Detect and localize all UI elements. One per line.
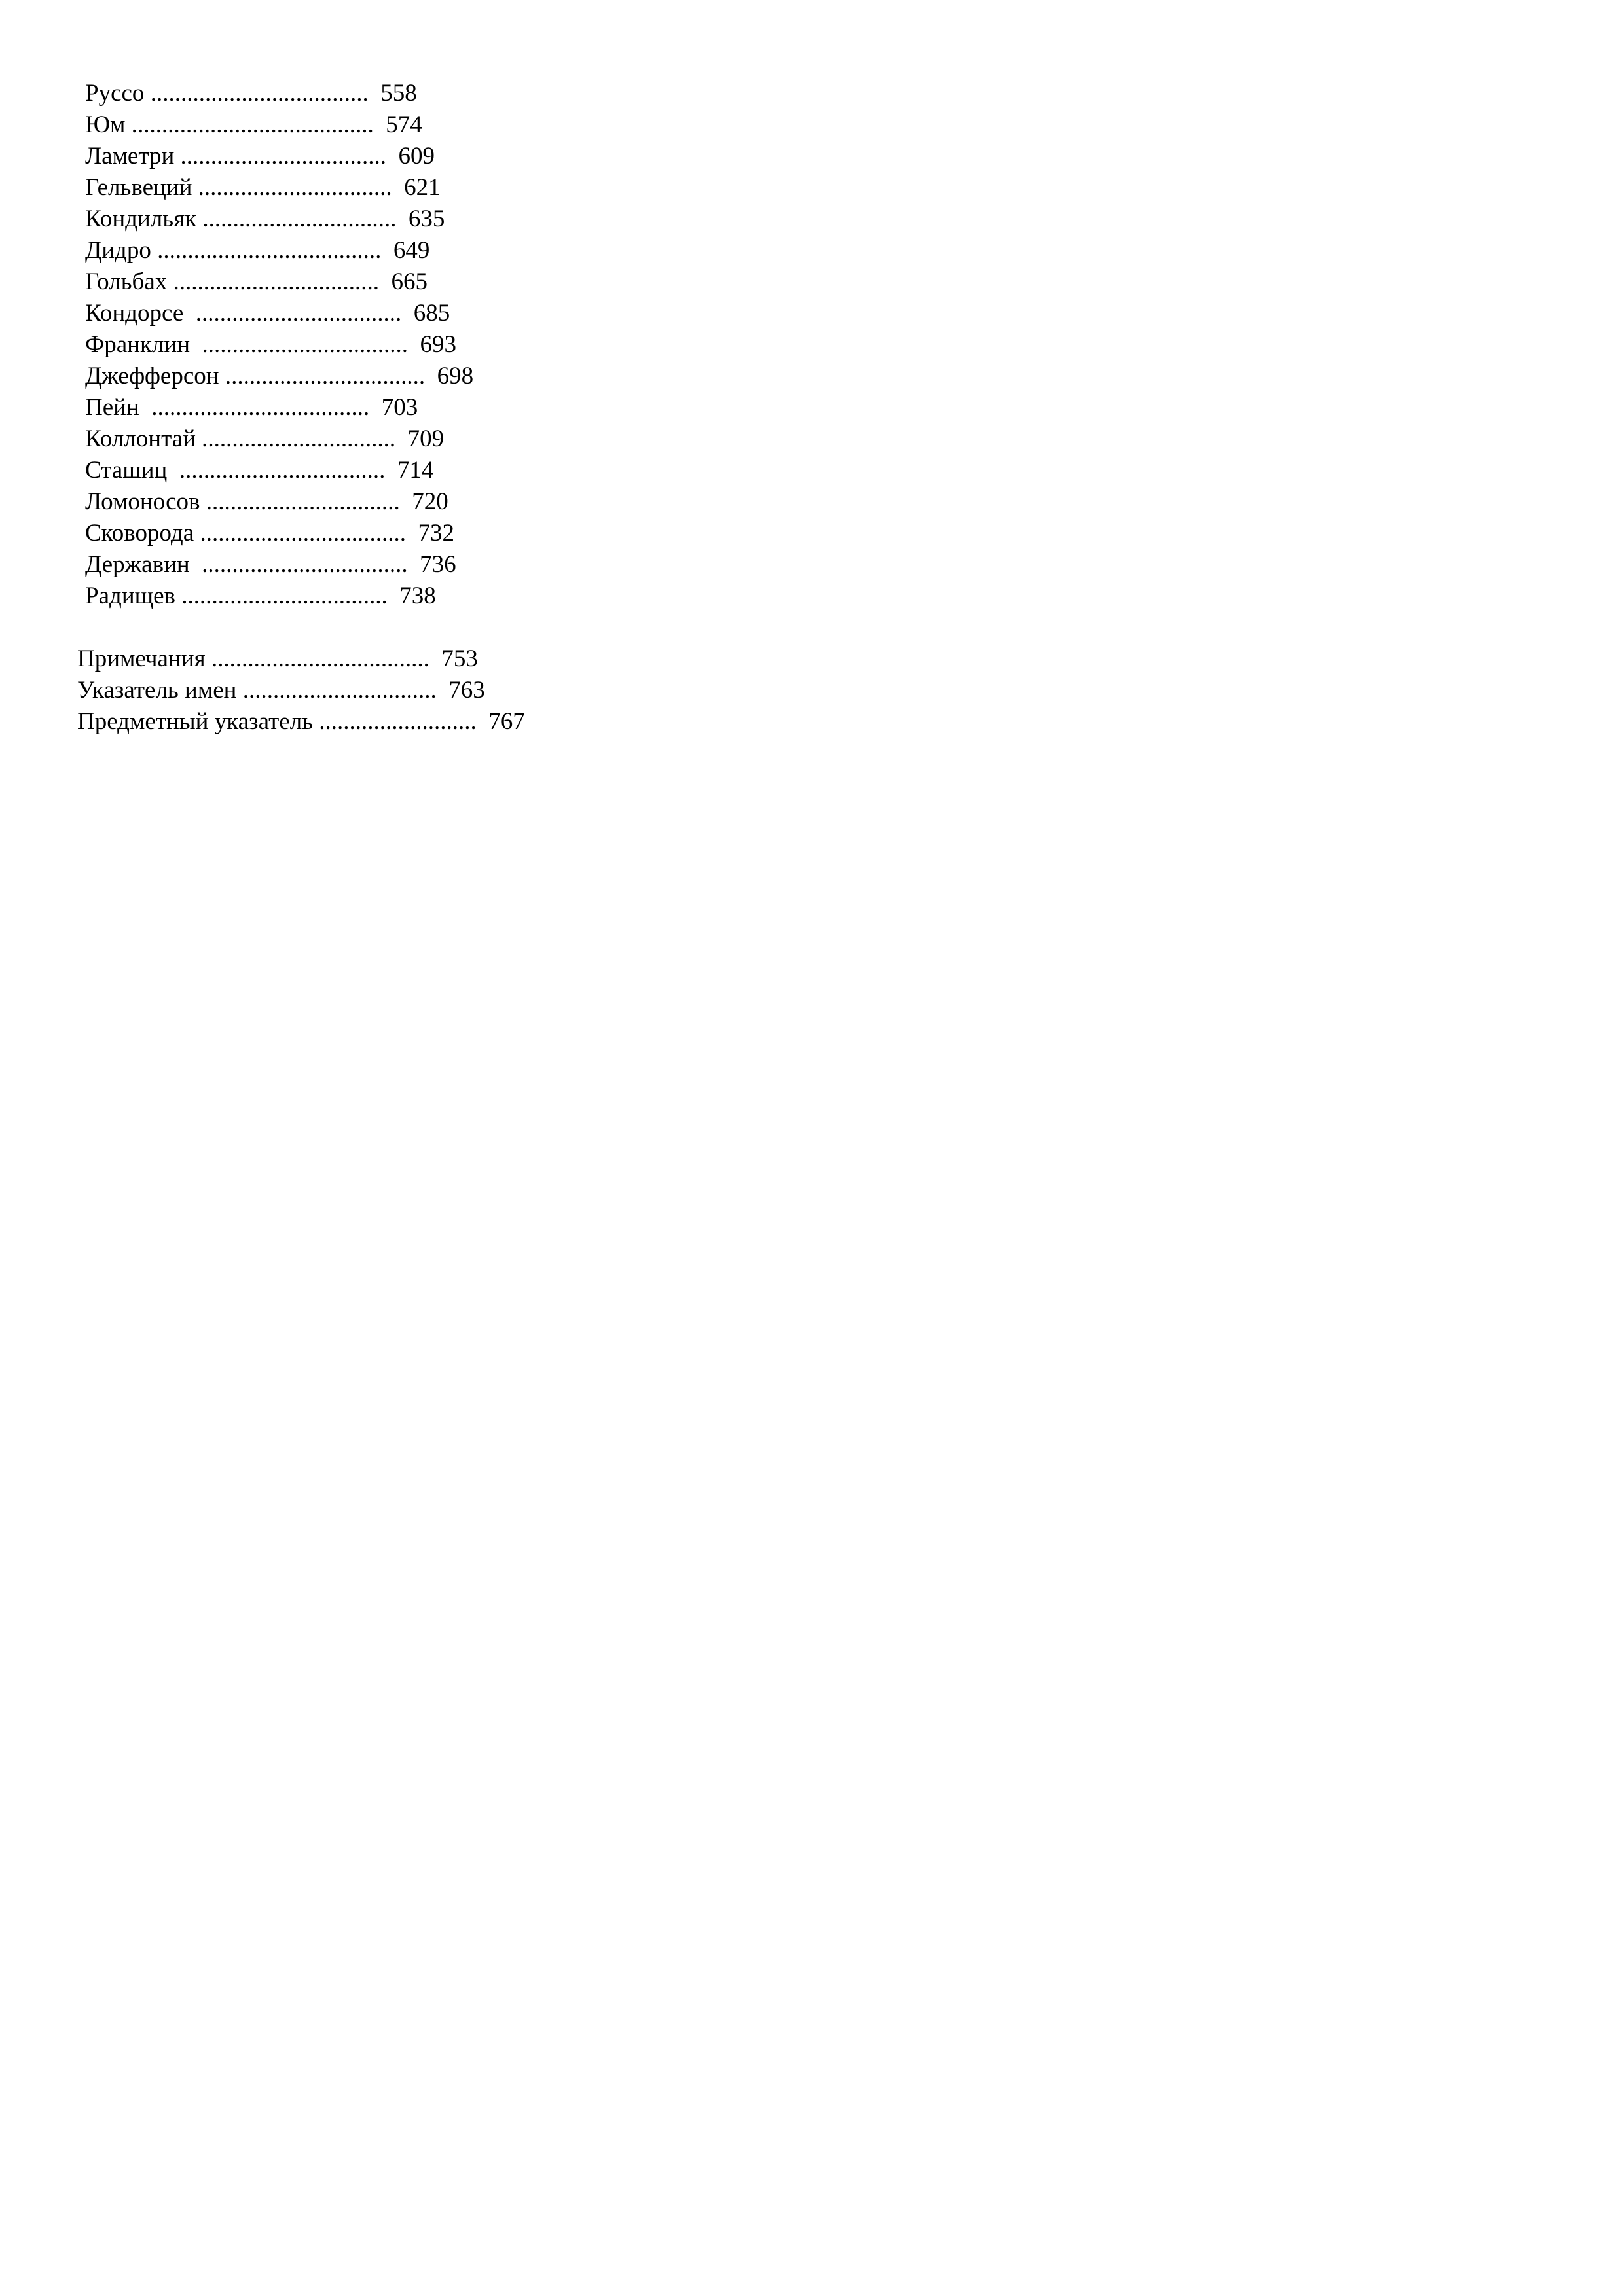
toc-leader-dots: ..................................	[179, 457, 386, 484]
toc-page-number: 698	[437, 363, 474, 389]
toc-entry-staszic	[85, 456, 433, 486]
toc-page-number: 635	[408, 206, 445, 232]
toc-entry-name: Гольбах	[85, 268, 168, 295]
toc-entry-hume	[85, 110, 422, 140]
toc-page-number: 609	[398, 143, 435, 170]
toc-entry-name: Примечания	[77, 645, 206, 672]
toc-entry-name: Гельвеций	[85, 174, 192, 201]
toc-entry-subject-index	[77, 707, 525, 737]
toc-entry-lamettrie	[85, 141, 435, 171]
toc-entry-skovoroda	[85, 518, 454, 548]
toc-page-number: 649	[393, 237, 430, 264]
toc-page-number: 665	[391, 268, 428, 295]
toc-entry-derzhavin	[85, 550, 456, 580]
toc-entry-name: Кондорсе	[85, 300, 190, 327]
toc-page-number: 738	[399, 583, 436, 609]
toc-page-number: 709	[407, 425, 445, 452]
toc-entry-name: Пейн	[85, 394, 145, 421]
toc-leader-dots: ..................................	[195, 300, 402, 327]
toc-leader-dots: ................................	[202, 425, 396, 452]
toc-entry-name: Радищев	[85, 583, 176, 609]
toc-entry-name-index	[77, 675, 485, 706]
toc-page-number: 767	[488, 708, 525, 735]
toc-leader-dots: ..................................	[202, 551, 408, 578]
toc-entry-jefferson	[85, 361, 473, 391]
toc-leader-dots: ..................................	[200, 520, 406, 547]
toc-leader-dots: .................................	[225, 363, 426, 389]
toc-entry-helvetius	[85, 173, 441, 203]
toc-entry-holbach	[85, 267, 428, 297]
toc-entry-name: Сташиц	[85, 457, 173, 484]
toc-leader-dots: ................................	[202, 206, 397, 232]
toc-entry-name: Руссо	[85, 80, 145, 107]
toc-entry-name: Джефферсон	[85, 363, 219, 389]
toc-leader-dots: ..................................	[202, 331, 408, 358]
toc-leader-dots: ................................	[198, 174, 392, 201]
toc-entry-lomonosov	[85, 487, 448, 517]
toc-entry-name: Коллонтай	[85, 425, 196, 452]
toc-page-number: 753	[441, 645, 478, 672]
toc-page-number: 736	[420, 551, 456, 578]
toc-page-number: 732	[418, 520, 454, 547]
toc-page-number: 763	[448, 677, 485, 704]
toc-entry-name: Кондильяк	[85, 206, 197, 232]
toc-page-number: 558	[380, 80, 417, 107]
toc-entry-condorcet	[85, 298, 450, 329]
toc-page-number: 693	[420, 331, 456, 358]
toc-page-number: 574	[386, 111, 422, 138]
toc-page-number: 703	[381, 394, 418, 421]
toc-entry-name: Дидро	[85, 237, 151, 264]
toc-entry-name: Указатель имен	[77, 677, 237, 704]
toc-entry-name: Ломоносов	[85, 488, 200, 515]
toc-entry-name: Франклин	[85, 331, 196, 358]
toc-leader-dots: ..................................	[173, 268, 379, 295]
toc-leader-dots: ....................................	[150, 80, 369, 107]
toc-leader-dots: ................................	[242, 677, 437, 704]
toc-leader-dots: ........................................	[131, 111, 374, 138]
toc-entry-paine	[85, 393, 418, 423]
toc-entry-name: Предметный указатель	[77, 708, 314, 735]
toc-entry-rousseau	[85, 79, 417, 109]
toc-entry-franklin	[85, 330, 456, 360]
toc-page-number: 720	[412, 488, 448, 515]
toc-leader-dots: ..........................	[319, 708, 477, 735]
toc-entry-diderot	[85, 236, 429, 266]
toc-leader-dots: ....................................	[211, 645, 429, 672]
toc-leader-dots: ....................................	[151, 394, 370, 421]
toc-leader-dots: ................................	[206, 488, 400, 515]
toc-entry-name: Ламетри	[85, 143, 175, 170]
toc-page-number: 685	[413, 300, 450, 327]
toc-leader-dots: ..................................	[180, 143, 387, 170]
toc-entry-condillac	[85, 204, 445, 234]
toc-entry-name: Сковорода	[85, 520, 194, 547]
toc-page-number: 714	[397, 457, 434, 484]
toc-page-number: 621	[404, 174, 441, 201]
toc-entry-kollontaj	[85, 424, 444, 454]
toc-entry-notes	[77, 644, 478, 674]
toc-entry-name: Державин	[85, 551, 196, 578]
toc-entry-name: Юм	[85, 111, 126, 138]
toc-leader-dots: ..................................	[181, 583, 388, 609]
toc-leader-dots: .....................................	[157, 237, 382, 264]
toc-entry-radishchev	[85, 581, 436, 611]
